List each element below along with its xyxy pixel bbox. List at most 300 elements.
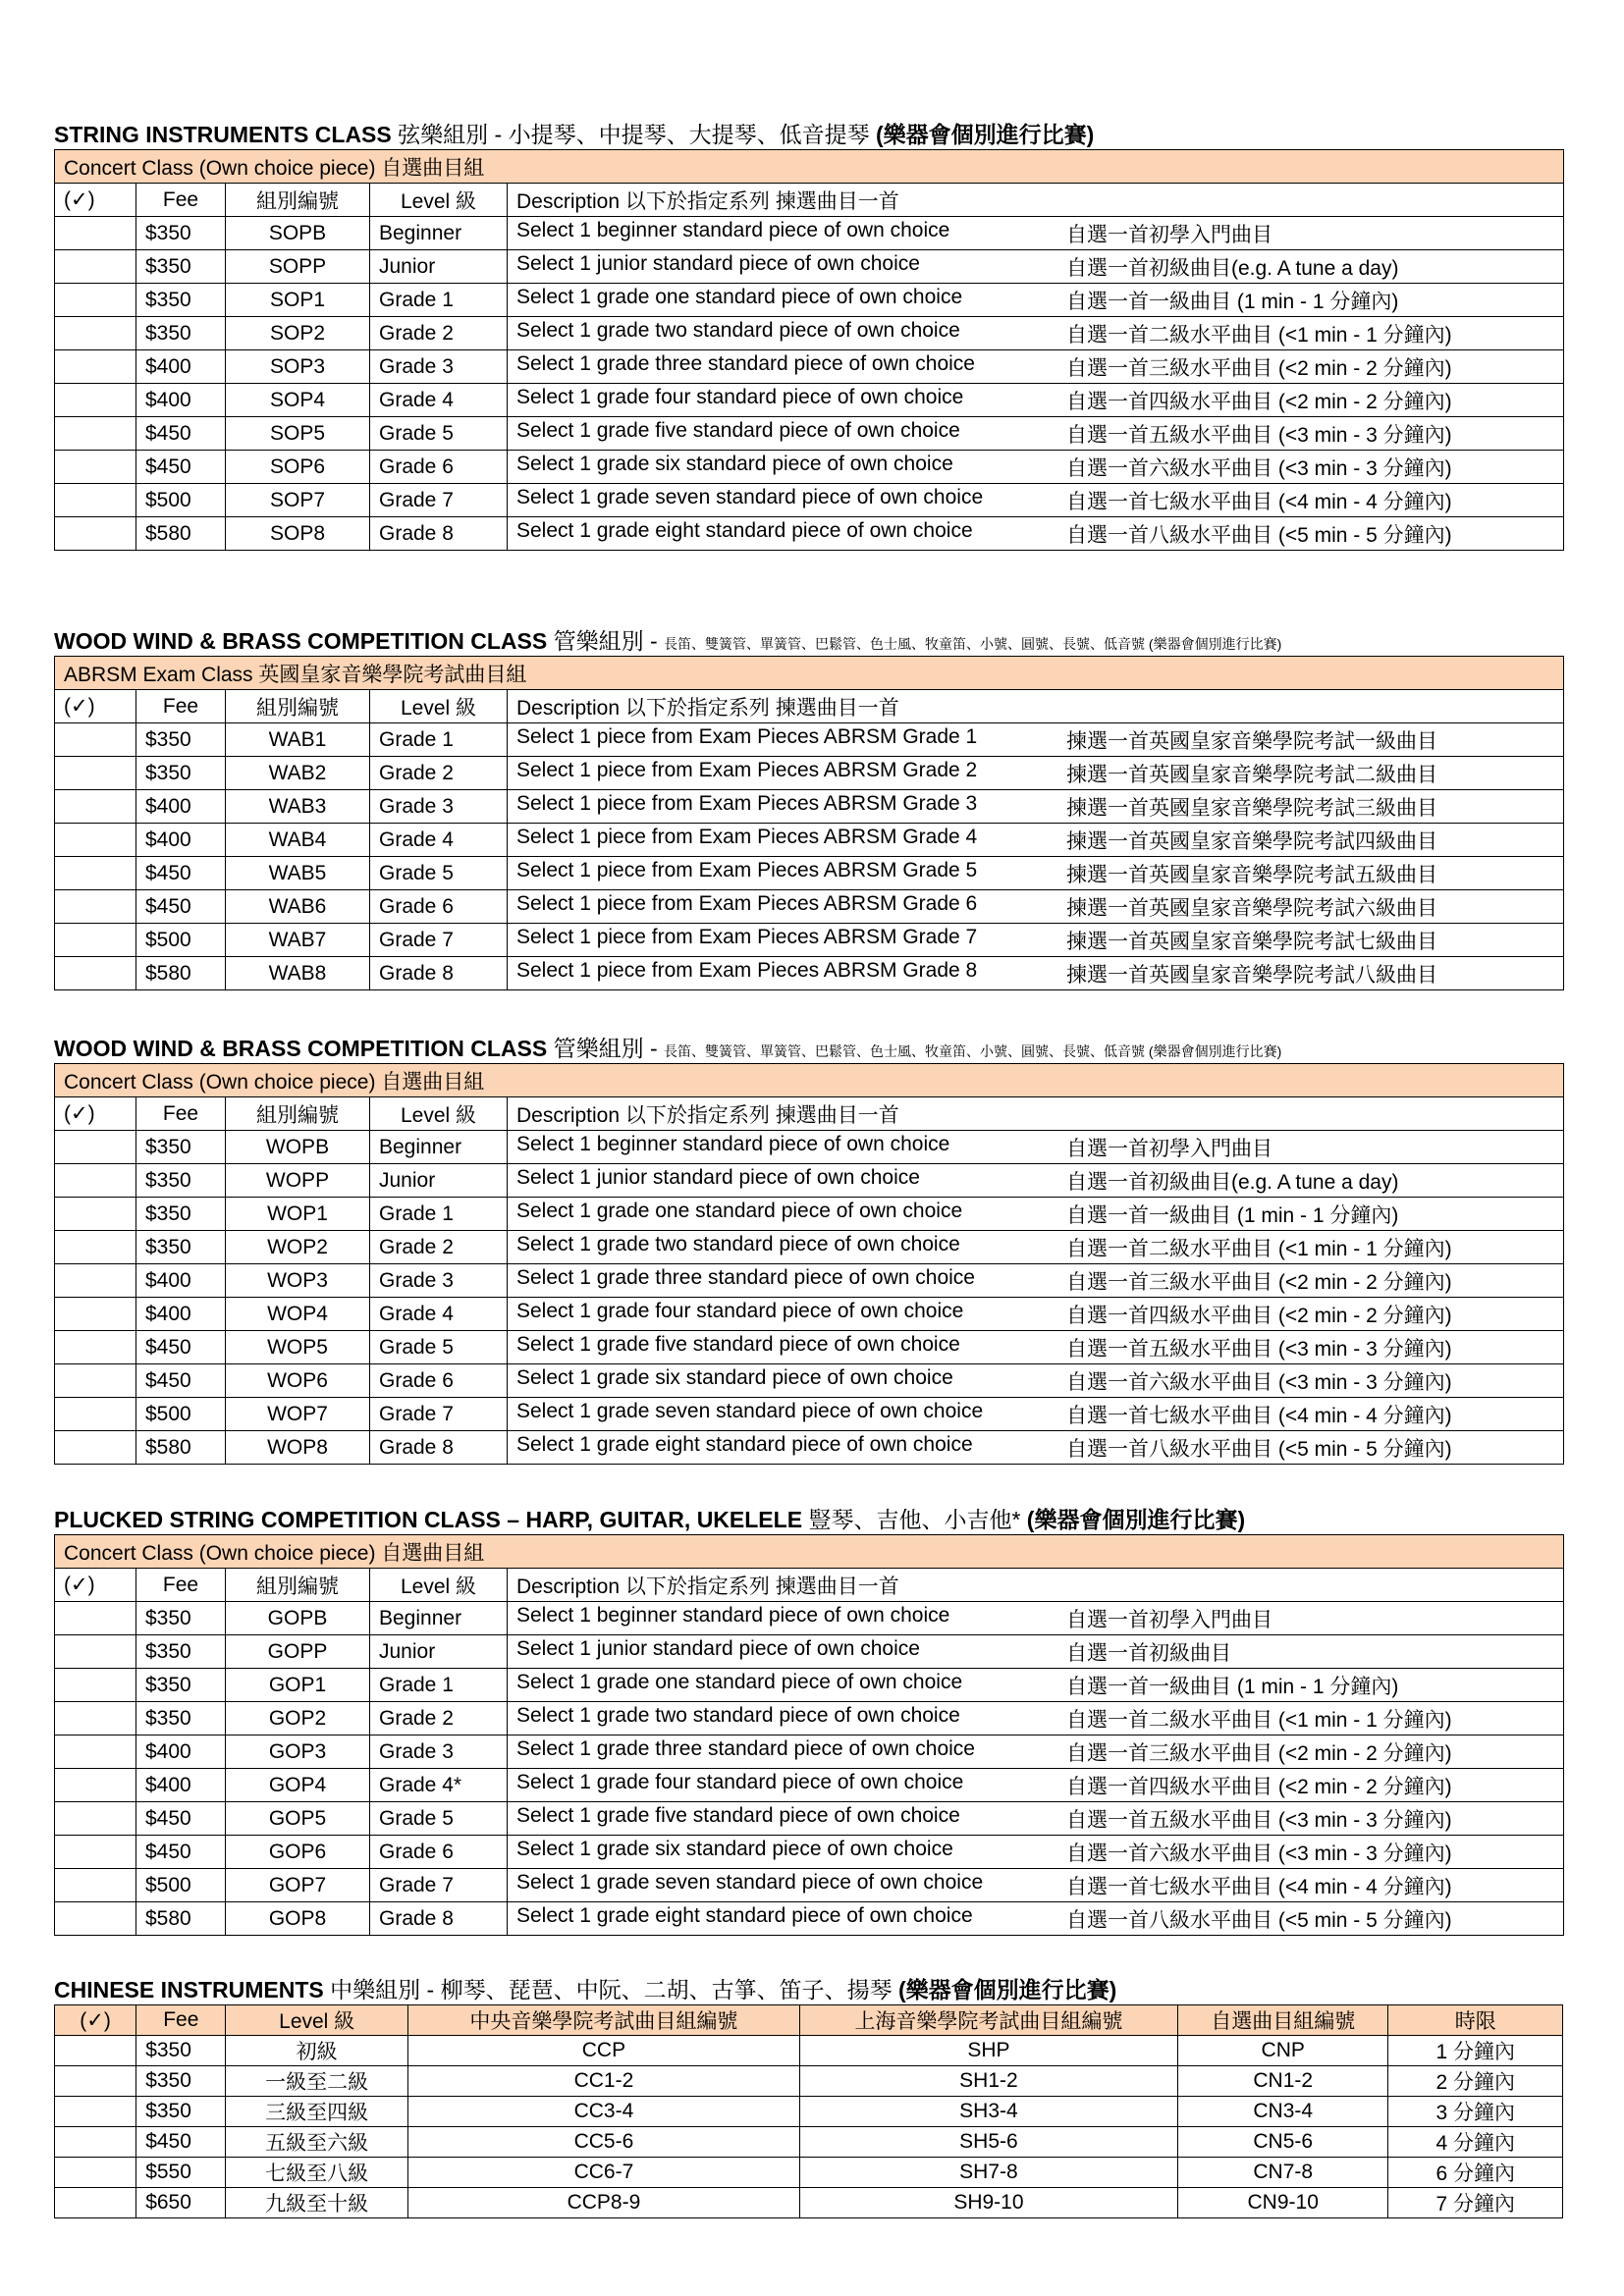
description-zh: 自選一首三級水平曲目 (<2 min - 2 分鐘內): [1066, 1270, 1452, 1294]
code-cell: WOP4: [226, 1298, 370, 1331]
checkbox-cell[interactable]: [55, 857, 136, 890]
description-cell: [508, 1231, 1564, 1264]
level-cell: Grade 6: [370, 1836, 508, 1869]
column-header: Fee: [136, 1097, 226, 1131]
code-cell: WOPB: [226, 1131, 370, 1164]
code-cell: WOP8: [226, 1431, 370, 1465]
table-row: [55, 1331, 1564, 1364]
fee-cell: $450: [136, 890, 226, 924]
own-choice-code-cell: CN1-2: [1177, 2066, 1388, 2097]
level-cell: Beginner: [370, 1602, 508, 1635]
level-cell: Grade 6: [370, 451, 508, 484]
checkbox-cell[interactable]: [55, 2127, 136, 2158]
fee-cell: $500: [136, 924, 226, 957]
fee-cell: $350: [136, 723, 226, 757]
table-row: [55, 317, 1564, 350]
description-zh: 自選一首七級水平曲目 (<4 min - 4 分鐘內): [1066, 1404, 1452, 1427]
table-row: [55, 484, 1564, 517]
fee-cell: $500: [136, 1398, 226, 1431]
description-en: Select 1 grade seven standard piece of own choice: [516, 485, 984, 508]
fee-cell: $400: [136, 790, 226, 824]
description-en: Select 1 grade four standard piece of own choice: [516, 1770, 964, 1793]
description-en: Select 1 grade three standard piece of own choice: [516, 351, 975, 375]
table-row: [55, 890, 1564, 924]
description-cell: [508, 723, 1564, 757]
level-cell: Grade 8: [370, 957, 508, 990]
level-cell: 初級: [226, 2036, 407, 2066]
table-row: [55, 250, 1564, 284]
level-cell: Grade 3: [370, 1264, 508, 1298]
level-cell: Beginner: [370, 1131, 508, 1164]
table-row: [55, 1398, 1564, 1431]
description-cell: [508, 451, 1564, 484]
table-row: [55, 384, 1564, 417]
column-header: 中央音樂學院考試曲目組編號: [407, 2005, 799, 2036]
description-zh: 自選一首二級水平曲目 (<1 min - 1 分鐘內): [1066, 1708, 1452, 1732]
ccom-code-cell: CC6-7: [407, 2158, 799, 2188]
level-cell: Grade 3: [370, 790, 508, 824]
description-en: Select 1 grade three standard piece of own choice: [516, 1736, 975, 1760]
level-cell: Junior: [370, 1635, 508, 1669]
fee-cell: $550: [136, 2158, 226, 2188]
checkbox-cell[interactable]: [55, 384, 136, 417]
description-cell: [508, 924, 1564, 957]
code-cell: WOP1: [226, 1198, 370, 1231]
code-cell: SOP5: [226, 417, 370, 451]
code-cell: SOPP: [226, 250, 370, 284]
description-zh: 自選一首二級水平曲目 (<1 min - 1 分鐘內): [1066, 323, 1452, 347]
fee-cell: $350: [136, 1231, 226, 1264]
title-en: PLUCKED STRING COMPETITION CLASS – HARP, GUITAR, UKELELE: [54, 1507, 803, 1532]
column-header: 組別編號: [226, 1097, 370, 1131]
description-zh: 自選一首四級水平曲目 (<2 min - 2 分鐘內): [1066, 1304, 1452, 1327]
title-note: (樂器會個別進行比賽): [1026, 1507, 1246, 1532]
section-title: [54, 630, 1563, 652]
level-cell: Grade 8: [370, 1431, 508, 1465]
own-choice-code-cell: CN7-8: [1177, 2158, 1388, 2188]
checkbox-cell[interactable]: [55, 1231, 136, 1264]
fee-cell: $580: [136, 1902, 226, 1936]
checkbox-cell[interactable]: [55, 1164, 136, 1198]
level-cell: Junior: [370, 1164, 508, 1198]
description-cell: [508, 1164, 1564, 1198]
description-en: Select 1 grade six standard piece of own choice: [516, 452, 953, 475]
table-row: [55, 1131, 1564, 1164]
checkbox-cell[interactable]: [55, 824, 136, 857]
fee-cell: $580: [136, 517, 226, 551]
class-section: [54, 124, 1563, 551]
description-cell: [508, 384, 1564, 417]
description-zh: 自選一首二級水平曲目 (<1 min - 1 分鐘內): [1066, 1237, 1452, 1260]
description-cell: [508, 857, 1564, 890]
table-row: [55, 1769, 1564, 1802]
description-en: Select 1 grade four standard piece of own choice: [516, 385, 964, 408]
fee-cell: $580: [136, 957, 226, 990]
own-choice-code-cell: CN9-10: [1177, 2188, 1388, 2218]
description-zh: 揀選一首英國皇家音樂學院考試五級曲目: [1066, 863, 1437, 886]
level-cell: Grade 5: [370, 1331, 508, 1364]
code-cell: GOP2: [226, 1702, 370, 1735]
description-zh: 自選一首五級水平曲目 (<3 min - 3 分鐘內): [1066, 1808, 1452, 1832]
description-en: Select 1 grade seven standard piece of own choice: [516, 1399, 984, 1422]
description-zh: 自選一首四級水平曲目 (<2 min - 2 分鐘內): [1066, 1775, 1452, 1798]
description-en: Select 1 grade five standard piece of own choice: [516, 1332, 960, 1356]
checkbox-cell[interactable]: [55, 517, 136, 551]
table-row: [55, 1902, 1564, 1936]
code-cell: GOP6: [226, 1836, 370, 1869]
title-note: (樂器會個別進行比賽): [875, 122, 1095, 147]
header-row: [55, 184, 1564, 217]
title-note: (樂器會個別進行比賽): [897, 1977, 1117, 2002]
checkbox-cell[interactable]: [55, 250, 136, 284]
level-cell: Grade 4: [370, 384, 508, 417]
table-row: [55, 517, 1564, 551]
description-en: Select 1 grade five standard piece of own choice: [516, 1803, 960, 1827]
checkbox-cell[interactable]: [55, 317, 136, 350]
checkbox-cell[interactable]: [55, 924, 136, 957]
checkbox-cell[interactable]: [55, 1131, 136, 1164]
code-cell: GOP7: [226, 1869, 370, 1902]
description-cell: [508, 284, 1564, 317]
fee-cell: $500: [136, 1869, 226, 1902]
description-en: Select 1 beginner standard piece of own choice: [516, 218, 950, 241]
fee-cell: $400: [136, 1298, 226, 1331]
column-header: 自選曲目組編號: [1177, 2005, 1388, 2036]
fee-cell: $450: [136, 857, 226, 890]
checkbox-cell[interactable]: [55, 1602, 136, 1635]
shcm-code-cell: SHP: [799, 2036, 1177, 2066]
fee-cell: $350: [136, 1702, 226, 1735]
code-cell: GOP3: [226, 1735, 370, 1769]
fee-table: [54, 1534, 1564, 1936]
class-band: [55, 1064, 1564, 1097]
checkbox-cell[interactable]: [55, 350, 136, 384]
description-cell: [508, 790, 1564, 824]
description-zh: 自選一首六級水平曲目 (<3 min - 3 分鐘內): [1066, 1370, 1452, 1394]
checkbox-cell[interactable]: [55, 284, 136, 317]
checkbox-cell[interactable]: [55, 1702, 136, 1735]
fee-cell: $400: [136, 1264, 226, 1298]
checkbox-cell[interactable]: [55, 217, 136, 250]
level-cell: Grade 2: [370, 757, 508, 790]
description-zh: 自選一首六級水平曲目 (<3 min - 3 分鐘內): [1066, 456, 1452, 480]
title-zh: 中樂組別 - 柳琴、琵琶、中阮、二胡、古箏、笛子、揚琴: [330, 1977, 893, 2002]
own-choice-code-cell: CN3-4: [1177, 2097, 1388, 2127]
description-en: Select 1 grade two standard piece of own choice: [516, 1703, 960, 1727]
checkbox-cell[interactable]: [55, 1431, 136, 1465]
title-zh: 管樂組別 -: [553, 628, 658, 654]
fee-cell: $450: [136, 1802, 226, 1836]
description-cell: [508, 1902, 1564, 1936]
description-zh: 自選一首一級曲目 (1 min - 1 分鐘內): [1066, 1203, 1399, 1227]
table-row: [55, 1264, 1564, 1298]
checkbox-cell[interactable]: [55, 1869, 136, 1902]
table-row: [55, 2127, 1563, 2158]
description-zh: 自選一首初學入門曲目: [1066, 223, 1272, 246]
title-zh: 管樂組別 -: [553, 1036, 658, 1061]
fee-cell: $350: [136, 757, 226, 790]
table-row: [55, 2188, 1563, 2218]
chinese-fee-table: [54, 2004, 1563, 2218]
table-row: [55, 284, 1564, 317]
code-cell: WOP2: [226, 1231, 370, 1264]
checkbox-cell[interactable]: [55, 2188, 136, 2218]
level-cell: Grade 4: [370, 1298, 508, 1331]
level-cell: Grade 3: [370, 350, 508, 384]
checkbox-cell[interactable]: [55, 451, 136, 484]
table-row: [55, 1164, 1564, 1198]
description-en: Select 1 piece from Exam Pieces ABRSM Grade 5: [516, 858, 978, 881]
fee-cell: $650: [136, 2188, 226, 2218]
checkbox-cell[interactable]: [55, 1264, 136, 1298]
checkbox-cell[interactable]: [55, 1364, 136, 1398]
table-row: [55, 857, 1564, 890]
level-cell: Grade 7: [370, 1398, 508, 1431]
level-cell: 九級至十級: [226, 2188, 407, 2218]
table-row: [55, 417, 1564, 451]
level-cell: Grade 4*: [370, 1769, 508, 1802]
checkbox-cell[interactable]: [55, 1331, 136, 1364]
description-cell: [508, 1264, 1564, 1298]
own-choice-code-cell: CN5-6: [1177, 2127, 1388, 2158]
code-cell: GOP5: [226, 1802, 370, 1836]
code-cell: SOP4: [226, 384, 370, 417]
shcm-code-cell: SH7-8: [799, 2158, 1177, 2188]
fee-cell: $450: [136, 1331, 226, 1364]
column-header: 組別編號: [226, 1569, 370, 1602]
description-zh: 自選一首五級水平曲目 (<3 min - 3 分鐘內): [1066, 1337, 1452, 1361]
description-cell: [508, 417, 1564, 451]
level-cell: 七級至八級: [226, 2158, 407, 2188]
code-cell: WAB7: [226, 924, 370, 957]
time-limit-cell: 7 分鐘內: [1388, 2188, 1563, 2218]
ccom-code-cell: CC3-4: [407, 2097, 799, 2127]
description-en: Select 1 grade seven standard piece of own choice: [516, 1870, 984, 1894]
description-cell: [508, 517, 1564, 551]
ccom-code-cell: CCP: [407, 2036, 799, 2066]
description-zh: 自選一首五級水平曲目 (<3 min - 3 分鐘內): [1066, 423, 1452, 447]
description-en: Select 1 grade one standard piece of own choice: [516, 1199, 963, 1222]
code-cell: SOPB: [226, 217, 370, 250]
description-zh: 自選一首六級水平曲目 (<3 min - 3 分鐘內): [1066, 1842, 1452, 1865]
fee-cell: $400: [136, 384, 226, 417]
table-row: [55, 2066, 1563, 2097]
level-cell: Grade 5: [370, 1802, 508, 1836]
fee-table: [54, 656, 1564, 990]
checkbox-cell[interactable]: [55, 2066, 136, 2097]
description-cell: [508, 1669, 1564, 1702]
code-cell: GOP8: [226, 1902, 370, 1936]
description-zh: 自選一首七級水平曲目 (<4 min - 4 分鐘內): [1066, 1875, 1452, 1898]
checkbox-cell[interactable]: [55, 1635, 136, 1669]
fee-cell: $350: [136, 1131, 226, 1164]
description-zh: 揀選一首英國皇家音樂學院考試四級曲目: [1066, 829, 1437, 853]
table-row: [55, 2097, 1563, 2127]
title-en: WOOD WIND & BRASS COMPETITION CLASS: [54, 628, 548, 654]
description-cell: [508, 317, 1564, 350]
fee-cell: $400: [136, 824, 226, 857]
fee-cell: $350: [136, 2066, 226, 2097]
checkbox-cell[interactable]: [55, 957, 136, 990]
checkbox-cell[interactable]: [55, 723, 136, 757]
title-en: WOOD WIND & BRASS COMPETITION CLASS: [54, 1036, 548, 1061]
column-header: Level 級: [370, 690, 508, 723]
class-section: [54, 1509, 1563, 1936]
checkbox-cell[interactable]: [55, 757, 136, 790]
table-row: [55, 1364, 1564, 1398]
description-cell: [508, 757, 1564, 790]
checkbox-cell[interactable]: [55, 417, 136, 451]
level-cell: Grade 6: [370, 1364, 508, 1398]
checkbox-cell[interactable]: [55, 1298, 136, 1331]
column-header: Level 級: [370, 1569, 508, 1602]
code-cell: SOP6: [226, 451, 370, 484]
column-header: (✓): [55, 1569, 136, 1602]
description-cell: [508, 1364, 1564, 1398]
level-cell: Grade 3: [370, 1735, 508, 1769]
fee-table: [54, 149, 1564, 551]
time-limit-cell: 6 分鐘內: [1388, 2158, 1563, 2188]
description-cell: [508, 1802, 1564, 1836]
band-label: Concert Class (Own choice piece) 自選曲目組: [55, 150, 1564, 184]
description-zh: 自選一首八級水平曲目 (<5 min - 5 分鐘內): [1066, 1908, 1452, 1932]
table-row: [55, 1869, 1564, 1902]
checkbox-cell[interactable]: [55, 2158, 136, 2188]
checkbox-cell[interactable]: [55, 1735, 136, 1769]
code-cell: WAB2: [226, 757, 370, 790]
checkbox-cell[interactable]: [55, 1398, 136, 1431]
shcm-code-cell: SH5-6: [799, 2127, 1177, 2158]
fee-cell: $580: [136, 1431, 226, 1465]
column-header: Description 以下於指定系列 揀選曲目一首: [508, 1097, 1564, 1131]
fee-cell: $350: [136, 317, 226, 350]
description-zh: 自選一首初學入門曲目: [1066, 1137, 1272, 1160]
code-cell: WOP3: [226, 1264, 370, 1298]
code-cell: WAB6: [226, 890, 370, 924]
code-cell: GOPB: [226, 1602, 370, 1635]
description-en: Select 1 junior standard piece of own choice: [516, 1636, 920, 1660]
code-cell: SOP7: [226, 484, 370, 517]
description-cell: [508, 957, 1564, 990]
fee-cell: $350: [136, 2036, 226, 2066]
code-cell: WOP6: [226, 1364, 370, 1398]
column-header: Fee: [136, 690, 226, 723]
description-en: Select 1 junior standard piece of own choice: [516, 1165, 920, 1189]
table-row: [55, 217, 1564, 250]
code-cell: WOP5: [226, 1331, 370, 1364]
description-en: Select 1 grade six standard piece of own choice: [516, 1365, 953, 1389]
table-row: [55, 451, 1564, 484]
checkbox-cell[interactable]: [55, 1802, 136, 1836]
section-title: [54, 1979, 1563, 2001]
description-zh: 自選一首三級水平曲目 (<2 min - 2 分鐘內): [1066, 1741, 1452, 1765]
level-cell: 三級至四級: [226, 2097, 407, 2127]
checkbox-cell[interactable]: [55, 2036, 136, 2066]
description-en: Select 1 grade eight standard piece of own choice: [516, 1432, 973, 1456]
description-cell: [508, 250, 1564, 284]
checkbox-cell[interactable]: [55, 484, 136, 517]
description-cell: [508, 350, 1564, 384]
time-limit-cell: 4 分鐘內: [1388, 2127, 1563, 2158]
checkbox-cell[interactable]: [55, 1769, 136, 1802]
title-zh: 豎琴、吉他、小吉他*: [808, 1507, 1021, 1532]
checkbox-cell[interactable]: [55, 1902, 136, 1936]
description-cell: [508, 1602, 1564, 1635]
code-cell: WAB3: [226, 790, 370, 824]
column-header: 組別編號: [226, 690, 370, 723]
class-band: [55, 150, 1564, 184]
description-zh: 揀選一首英國皇家音樂學院考試六級曲目: [1066, 896, 1437, 920]
table-row: [55, 2158, 1563, 2188]
band-label: Concert Class (Own choice piece) 自選曲目組: [55, 1064, 1564, 1097]
level-cell: Grade 6: [370, 890, 508, 924]
header-row: [55, 1569, 1564, 1602]
description-en: Select 1 beginner standard piece of own choice: [516, 1603, 950, 1627]
description-zh: 自選一首初級曲目(e.g. A tune a day): [1066, 1170, 1399, 1194]
level-cell: Grade 7: [370, 484, 508, 517]
level-cell: Grade 4: [370, 824, 508, 857]
description-zh: 自選一首初級曲目: [1066, 1641, 1231, 1665]
code-cell: WOP7: [226, 1398, 370, 1431]
class-band: [55, 1535, 1564, 1569]
fee-cell: $400: [136, 1769, 226, 1802]
checkbox-cell[interactable]: [55, 1198, 136, 1231]
checkbox-cell[interactable]: [55, 1669, 136, 1702]
description-cell: [508, 1702, 1564, 1735]
column-header: Description 以下於指定系列 揀選曲目一首: [508, 690, 1564, 723]
table-row: [55, 1298, 1564, 1331]
table-row: [55, 1802, 1564, 1836]
table-row: [55, 1836, 1564, 1869]
description-zh: 揀選一首英國皇家音樂學院考試八級曲目: [1066, 963, 1437, 987]
description-en: Select 1 piece from Exam Pieces ABRSM Grade 2: [516, 758, 978, 781]
fee-table: [54, 1063, 1564, 1465]
fee-cell: $350: [136, 1635, 226, 1669]
column-header: (✓): [55, 2005, 136, 2036]
description-en: Select 1 grade four standard piece of own choice: [516, 1299, 964, 1322]
description-en: Select 1 piece from Exam Pieces ABRSM Grade 3: [516, 791, 978, 815]
checkbox-cell[interactable]: [55, 1836, 136, 1869]
time-limit-cell: 2 分鐘內: [1388, 2066, 1563, 2097]
description-cell: [508, 484, 1564, 517]
description-en: Select 1 grade two standard piece of own choice: [516, 1232, 960, 1255]
description-en: Select 1 junior standard piece of own choice: [516, 251, 920, 275]
time-limit-cell: 1 分鐘內: [1388, 2036, 1563, 2066]
fee-cell: $350: [136, 217, 226, 250]
title-en: CHINESE INSTRUMENTS: [54, 1977, 324, 2002]
time-limit-cell: 3 分鐘內: [1388, 2097, 1563, 2127]
checkbox-cell[interactable]: [55, 2097, 136, 2127]
section-title: [54, 124, 1563, 145]
checkbox-cell[interactable]: [55, 890, 136, 924]
class-section: [54, 630, 1563, 990]
ccom-code-cell: CCP8-9: [407, 2188, 799, 2218]
class-band: [55, 657, 1564, 690]
description-cell: [508, 1398, 1564, 1431]
description-cell: [508, 1298, 1564, 1331]
checkbox-cell[interactable]: [55, 790, 136, 824]
description-cell: [508, 217, 1564, 250]
description-en: Select 1 piece from Exam Pieces ABRSM Grade 1: [516, 724, 978, 748]
level-cell: Grade 8: [370, 1902, 508, 1936]
fee-cell: $450: [136, 1836, 226, 1869]
description-cell: [508, 890, 1564, 924]
column-header: Level 級: [226, 2005, 407, 2036]
level-cell: Grade 5: [370, 857, 508, 890]
level-cell: Grade 1: [370, 723, 508, 757]
description-en: Select 1 piece from Exam Pieces ABRSM Grade 6: [516, 891, 978, 915]
description-zh: 自選一首八級水平曲目 (<5 min - 5 分鐘內): [1066, 1437, 1452, 1461]
